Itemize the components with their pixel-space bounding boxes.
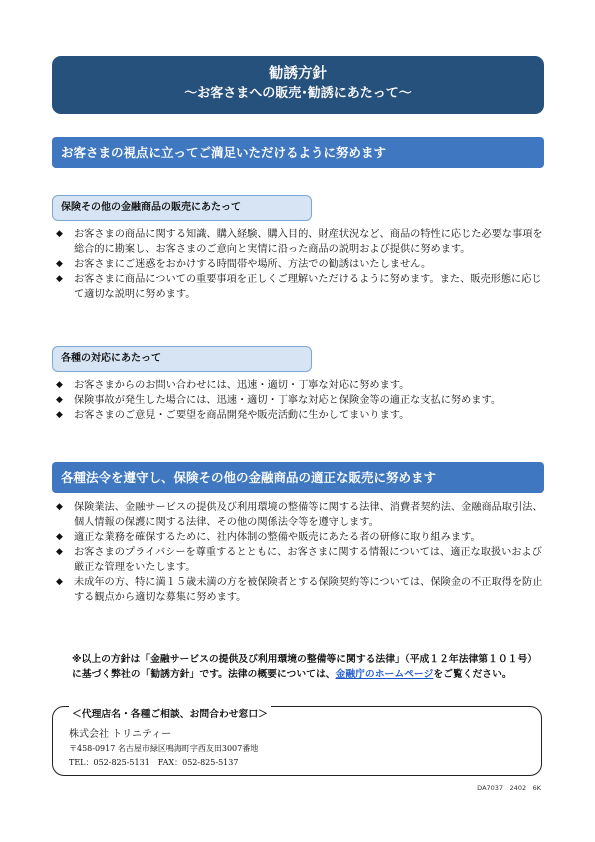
diamond-bullet-icon: ◆ [56, 259, 63, 269]
company-name: 株式会社 トリニティー [69, 729, 172, 740]
page-subtitle: ～お客さまへの販売･勧誘にあたって～ [184, 86, 412, 101]
diamond-bullet-icon: ◆ [56, 532, 63, 542]
list-item: ◆ お客さまのプライバシーを尊重するとともに、お客さまに関する情報については、適正な取扱いおよび厳正な管理をいたします。 [56, 547, 542, 573]
fsa-homepage-link[interactable]: 金融庁のホームページ [335, 669, 434, 680]
diamond-bullet-icon: ◆ [56, 274, 63, 284]
list-item: ◆ 保険業法、金融サービスの提供及び利用環境の整備等に関する法律、消費者契約法、金融商品取引法、個人情報の保護に関する法律、その他の関係法令等を遵守します。 [56, 502, 543, 528]
list-item: ◆ お客さまの商品に関する知識、購入経験、購入目的、財産状況など、商品の特性に応じた必要な事項を総合的に勘案し、お客さまのご意向と実情に沿った商品の説明および提供に努めます。 [56, 229, 543, 255]
company-address: 〒458-0917 名古屋市緑区鳴海町字西友田3007番地 [69, 744, 259, 753]
list-item: ◆ 保険事故が発生した場合には、迅速・適切・丁寧な対応と保険金等の適正な支払に努めます。 [56, 395, 502, 406]
contact-heading: ＜代理店名・各種ご相談、お問合わせ窓口＞ [69, 706, 271, 720]
diamond-bullet-icon: ◆ [56, 502, 63, 512]
diamond-bullet-icon: ◆ [56, 577, 63, 587]
diamond-bullet-icon: ◆ [56, 410, 63, 420]
diamond-bullet-icon: ◆ [56, 380, 63, 390]
section2-list [52, 500, 546, 605]
list-item: ◆ お客さまからのお問い合わせには、迅速・適切・丁寧な対応に努めます。 [56, 380, 410, 391]
sub1-heading: 保険その他の金融商品の販売にあたって [52, 195, 312, 221]
policy-note: ※以上の方針は「金融サービスの提供及び利用環境の整備等に関する法律」（平成１２年法律第１０１号）に基づく弊社の「勧誘方針」です。法律の概要については、金融庁のホームページをご覧ください。 [72, 654, 538, 680]
list-item: ◆ 適正な業務を確保するために、社内体制の整備や販売にあたる者の研修に取り組みます。 [56, 532, 481, 543]
list-item: ◆ お客さまにご迷惑をおかけする時間帯や場所、方法での勧誘はいたしません。 [56, 259, 432, 270]
sub2-list [52, 378, 546, 423]
section1-heading: お客さまの視点に立ってご満足いただけるように努めます [52, 137, 544, 168]
diamond-bullet-icon: ◆ [56, 229, 63, 239]
page-title: 勧誘方針 [269, 66, 327, 82]
list-item: ◆ 未成年の方、特に満１５歳未満の方を被保険者とする保険契約等については、保険金の不正取得を防止する観点から適切な募集に努めます。 [56, 577, 543, 603]
diamond-bullet-icon: ◆ [56, 547, 63, 557]
sub1-list [52, 227, 546, 302]
list-item: ◆ お客さまのご意見・ご要望を商品開発や販売活動に生かしてまいります。 [56, 410, 410, 421]
title-box [52, 56, 544, 114]
company-phone: TEL：052-825-5131 FAX：052-825-5137 [69, 758, 239, 767]
section2-heading: 各種法令を遵守し、保険その他の金融商品の適正な販売に努めます [52, 462, 544, 493]
contact-box [52, 706, 542, 776]
document-code: DA7037 2402 6K [477, 784, 541, 792]
list-item: ◆ お客さまに商品についての重要事項を正しくご理解いただけるように努めます。また、販売形態に応じて適切な説明に努めます。 [56, 274, 542, 300]
diamond-bullet-icon: ◆ [56, 395, 63, 405]
sub2-heading: 各種の対応にあたって [52, 346, 312, 372]
